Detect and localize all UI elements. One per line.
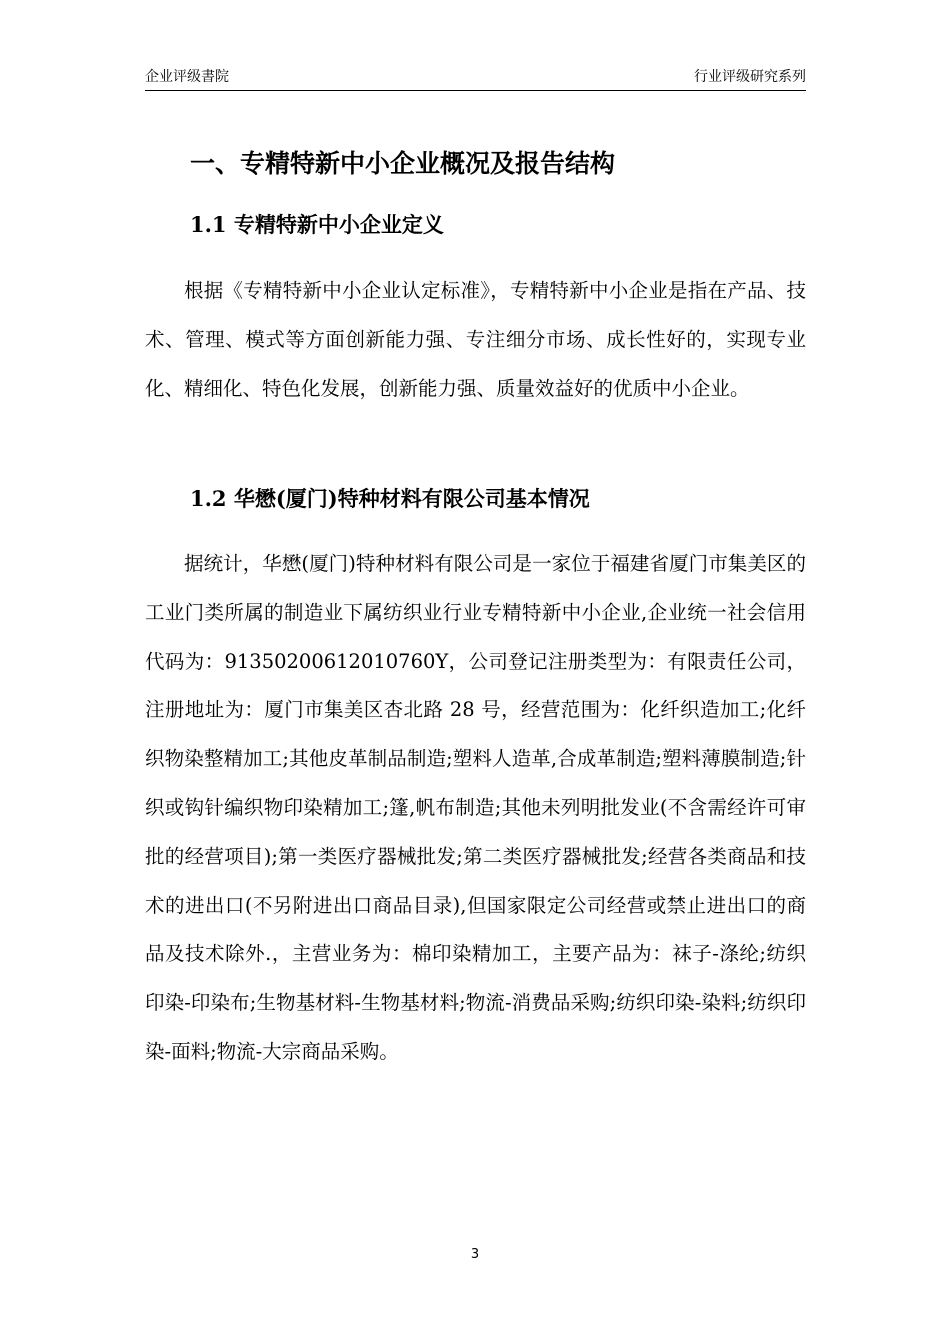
page-header [145, 66, 806, 91]
header-publisher: 企业评级書院 [145, 69, 229, 85]
subsection-title-company: 1.2 华懋(厦门)特种材料有限公司基本情况 [190, 486, 590, 511]
company-paragraph: 据统计，华懋(厦门)特种材料有限公司是一家位于福建省厦门市集美区的工业门类所属的制造业下属纺织业行业专精特新中小企业,企业统一社会信用代码为：91350200612010760Y，公司登记注册类型为：有限责任公司，注册地址为：厦门市集美区杏北路 28 号，经营范围为：化纤织造加工;化纤织物染整精加工;其他皮革制品制造;塑料人造革,合成革制造;塑料薄膜制造;针织或钩针编织物印染精加工;篷,帆布制造;其他未列明批发业(不含需经许可审批的经营项目);第一类医疗器械批发;第二类医疗器械批发;经营各类商品和技术的进出口(不另附进出口商品目录),但国家限定公司经营或禁止进出口的商品及技术除外.，主营业务为：棉印染精加工，主要产品为：袜子-涤纶;纺织印染-印染布;生物基材料-生物基材料;物流-消费品采购;纺织印染-染料;纺织印染-面料;物流-大宗商品采购。 [145, 552, 806, 1063]
subsection-title-definition: 1.1 专精特新中小企业定义 [190, 212, 444, 237]
page-number: 3 [470, 1247, 480, 1262]
definition-paragraph: 根据《专精特新中小企业认定标准》，专精特新中小企业是指在产品、技术、管理、模式等方面创新能力强、专注细分市场、成长性好的，实现专业化、精细化、特色化发展，创新能力强、质量效益好的优质中小企业。 [145, 279, 806, 400]
section-title: 一、专精特新中小企业概况及报告结构 [190, 149, 616, 178]
header-series: 行业评级研究系列 [694, 69, 806, 85]
